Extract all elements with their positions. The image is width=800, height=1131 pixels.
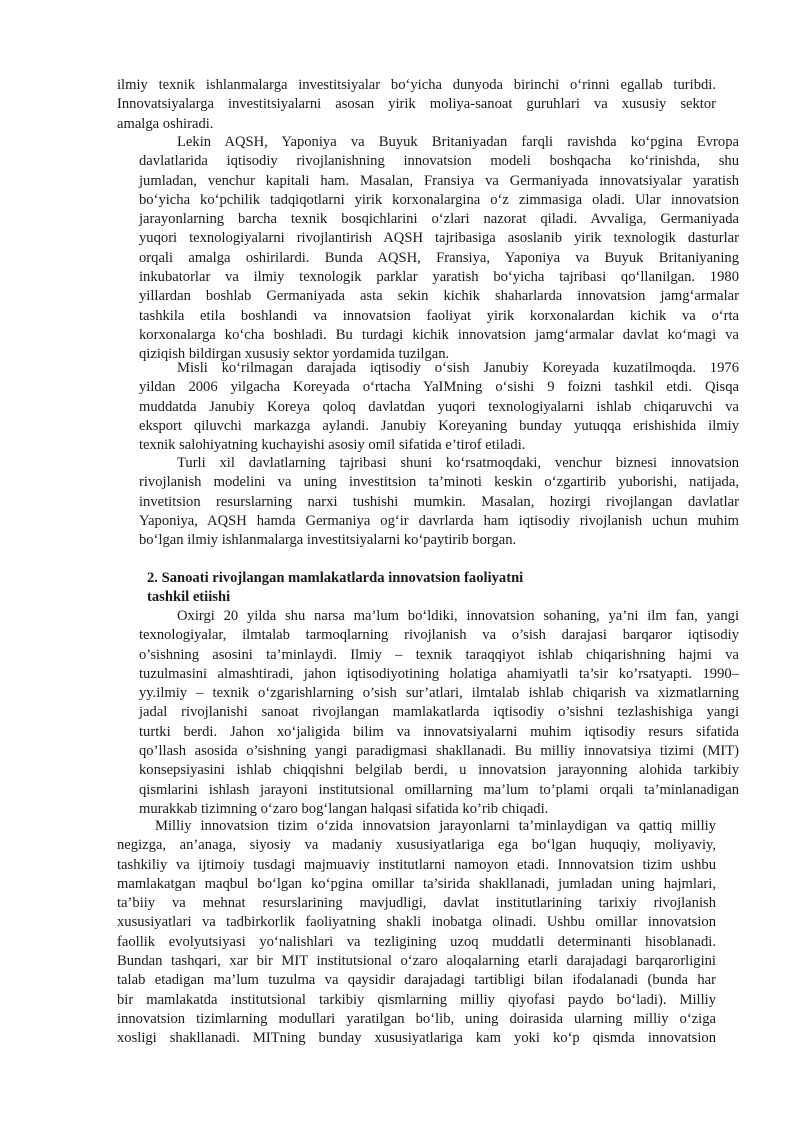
text-line: yy.ilmiy – texnik o‘zgarishlarning o’sish sur’atlari, ilmtalab ishlab chiqarish va xizmatlarning [139, 685, 739, 702]
text-line: yillardan boshlab Germaniyada asta sekin kichik shaharlarda innovatsion jamg‘armalar [139, 288, 739, 305]
paragraph-3 [139, 359, 739, 455]
text-line: Oxirgi 20 yilda shu narsa ma’lum bo‘ldiki, innovatsion sohaning, ya’ni ilm fan, yangi [177, 608, 739, 624]
text-line: qismlarini ishlash jarayoni institutsional omillarning ma’lum to’plami orqali ta’minlanadigan [139, 781, 739, 798]
text-line: konsepsiyasini ishlab chiqqishni belgilab berdi, u innovatsion jarayonning alohida tarkibiy [139, 762, 739, 779]
text-line: tashkiliy va ijtimoiy tusdagi majmuaviy institutlarni namoyon etadi. Innnovatsion tizim ushbu [117, 856, 716, 873]
text-line: Yaponiya, AQSH hamda Germaniya og‘ir davrlarda ham iqtisodiy rivojlanish uchun muhim [139, 512, 739, 529]
text-line: invetitsion resurslarning narxi tushishi mumkin. Masalan, hozirgi rivojlangan davlatlar [139, 493, 739, 510]
text-line: turtki berdi. Jahon xo‘jaligida bilim va innovatsiyalarni muhim iqtisodiy resurs sifatida [139, 723, 739, 740]
text-line: muddatda Janubiy Koreya qoloq davlatdan yuqori texnologiyalarni ishlab chiqaruvchi va [139, 398, 739, 415]
text-line: mamlakatgan maqbul bo‘lgan ko‘pgina omillar ta’sirida shakllanadi, jumladan uning hajmlari, [117, 875, 716, 892]
text-line: xosligi shakllanadi. MITning bunday xususiyatlariga kam yoki ko‘p qismda innovatsion [117, 1030, 716, 1047]
text-line: Innovatsiyalarga investitsiyalarni asosan yirik moliya-sanoat guruhlari va xususiy sektor [117, 96, 716, 113]
text-line: tashkila etila boshlandi va innovatsion faoliyat yirik korxonalardan kichik va o‘rta [139, 307, 739, 324]
text-line: korxonalarga ko‘cha boshladi. Bu turdagi kichik innovatsion jamg‘armalar davlat ko‘magi va [139, 326, 739, 343]
text-line: Misli ko‘rilmagan darajada iqtisodiy o‘sish Janubiy Koreyada kuzatilmoqda. 1976 [177, 360, 739, 376]
text-line: yildan 2006 yilgacha Koreyada o‘rtacha YaIMning o‘sishi 9 foizni tashkil etdi. Qisqa [139, 379, 739, 396]
text-line: amalga oshiradi. [117, 115, 214, 132]
text-line: talab etadigan ma’lum tuzulma va qaysidir darajadagi tartibligi bilan ifodalanadi (bunda har [117, 972, 716, 989]
text-line: jumladan, venchur kapitali ham. Masalan, Fransiya va Germaniyada innovatsiyalar yaratish [139, 172, 739, 189]
paragraph-5 [139, 607, 739, 819]
text-line: ilmiy texnik ishlanmalarga investitsiyalar bo‘yicha dunyoda birinchi o‘rinni egallab turibdi. [117, 77, 716, 93]
paragraph-1 [117, 76, 716, 134]
text-line: bo‘lgan ilmiy ishlanmalarga investitsiyalarni ko‘paytirib borgan. [139, 532, 517, 549]
text-line: eksport qiluvchi markazga aylandi. Janubiy Koreyaning bunday yutuqqa erishishida ilmiy [139, 417, 739, 434]
text-line: Milliy innovatsion tizim o‘zida innovatsion jarayonlarni ta’minlaydigan va qattiq milliy [155, 818, 716, 834]
text-line: o’sishning asosini ta’minlaydi. Ilmiy – texnik taraqqiyot ishlab chiqarishning hajmi va [139, 646, 739, 663]
section-heading [147, 569, 747, 608]
text-line: negizga, an’anaga, siyosiy va madaniy xususiyatlariga ega bo‘lgan huquqiy, moliyaviy, [117, 837, 716, 854]
text-line: Turli xil davlatlarning tajribasi shuni ko‘rsatmoqdaki, venchur biznesi innovatsion [177, 455, 739, 471]
text-line: faollik evolyutsiyasi yo‘nalishlari va tezligining uzoq muddatli determinanti hisoblanadi. [117, 933, 716, 950]
text-line: qo’llash asosida o’sishning yangi paradigmasi shakllanadi. Bu milliy innovatsiya tizimi (MIT) [139, 743, 739, 760]
paragraph-4 [139, 454, 739, 550]
paragraph-2 [139, 133, 739, 365]
text-line: bir mamlakatda institutsional tarkibiy qismlarning milliy qiyofasi paydo bo‘ladi). Milliy [117, 991, 716, 1008]
text-line: ta’biiy va mehnat resurslarining mavjudligi, davlat institutlarining tarixiy rivojlanish [117, 895, 716, 912]
text-line: yuqori texnologiyalarni rivojlantirish AQSH tajribasiga asoslanib yirik texnologik dasturlar [139, 230, 739, 247]
text-line: xususiyatlari va tadbirkorlik faoliyatning shakli inobatga olinadi. Ushbu omillar innovatsion [117, 914, 716, 931]
text-line: texnik salohiyatning kuchayishi asosiy omil sifatida e’tirof etiladi. [139, 437, 526, 454]
text-line: bo‘yicha ko‘pchilik tadqiqotlarni yirik korxonalargina o‘z zimmasiga oladi. Ular innovatsion [139, 191, 739, 208]
heading-line: 2. Sanoati rivojlangan mamlakatlarda innovatsion faoliyatni [147, 570, 524, 586]
text-line: Lekin AQSH, Yaponiya va Buyuk Britaniyadan farqli ravishda ko‘pgina Evropa [177, 134, 739, 150]
text-line: inkubatorlar va ilmiy texnologik parklar yaratish bo‘yicha tajribasi qo‘llanilgan. 1980 [139, 269, 739, 286]
text-line: qiziqish bildirgan xususiy sektor yordamida tuzilgan. [139, 346, 450, 363]
text-line: innovatsion tizimlarning modullari yaratilgan bo‘lib, uning doirasida ularning milliy o‘ziga [117, 1010, 716, 1027]
text-line: jarayonlarning barcha texnik bosqichlarini o‘zlari nazorat qiladi. Avvaliga, Germaniyada [139, 211, 739, 228]
text-line: jadal rivojlanishi sanoat rivojlangan mamlakatlarda iqtisodiy o’sishni tezlashishiga yangi [139, 704, 739, 721]
text-line: murakkab tizimning o‘zaro bog‘langan halqasi sifatida ko’rib chiqadi. [139, 800, 549, 817]
text-line: tuzulmasini almashtiradi, jahon iqtisodiyotining holatiga ahamiyatli ta’sir ko’rsatyapti. 1990– [139, 665, 739, 682]
text-line: rivojlanish modelini va uning investitsion ta’minoti keskin o‘zgartirib yuborishi, natijada, [139, 474, 739, 491]
text-line: texnologiyalar, ilmtalab tarmoqlarning rivojlanish va o’sish darajasi barqaror iqtisodiy [139, 627, 739, 644]
paragraph-6 [117, 817, 716, 1049]
text-line: davlatlarida iqtisodiy rivojlanishning innovatsion modeli boshqacha ko‘rinishda, shu [139, 153, 739, 170]
text-line: Bundan tashqari, xar bir MIT institutsional o‘zaro aloqalarning etarli darajadagi barqarorligini [117, 953, 716, 970]
heading-line: tashkil etiishi [147, 589, 231, 606]
text-line: orqali amalga oshirilardi. Bunda AQSH, Fransiya, Yaponiya va Buyuk Britaniyaning [139, 249, 739, 266]
